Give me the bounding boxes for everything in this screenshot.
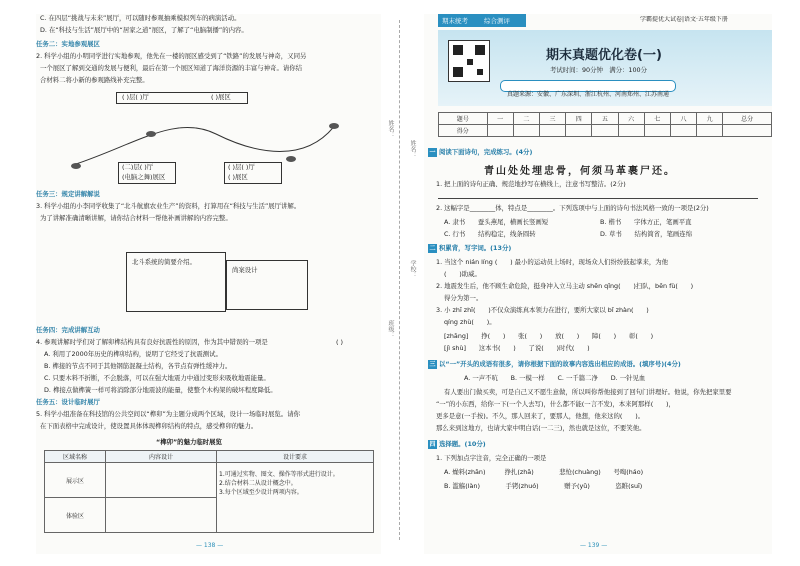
score-cell[interactable] — [618, 125, 644, 137]
copy-line[interactable] — [438, 198, 758, 199]
table-header: 内容设计 — [106, 451, 217, 463]
qr-code-icon — [448, 40, 490, 82]
source-text: 真题来源：安徽、广东深圳、浙江杭州、河南郑州、江苏南通 — [507, 91, 670, 98]
section-3-heading: 三 以“一”开头的成语有很多，请你根据下面的故事内容选出相应的成语。(填序号)(4分) — [429, 360, 681, 368]
q4-option-c: C. 只要木料不折断，不会脱落，可以在强大地震力中通过变形来吸收地震能量。 — [44, 374, 270, 382]
score-header-row — [439, 113, 772, 125]
badge-left: 期末统考 — [442, 17, 468, 25]
score-header-cell: 三 — [539, 113, 565, 125]
s2-jishu-row: [jì shù] 这本书( ) 了说( )时代( ) — [444, 344, 590, 352]
score-header-cell: 四 — [566, 113, 592, 125]
q4-option-b: B. 榫接的节点不同于其他钢筋混凝土结构，各节点有弹性缓冲力。 — [44, 362, 232, 370]
s4-option-a: A. 燥料(zhān) 挣扎(zhā) 悲怆(chuàng) 号啕(háo) — [444, 468, 644, 476]
gutter-name-label-2: 姓名： — [409, 140, 416, 158]
q5-line-2: 在下面表格中完成设计，使设置具体体现榫卯结构的特点，感受榫卯的魅力。 — [40, 422, 258, 430]
task-5-heading: 任务五：设计临时展厅 — [36, 398, 100, 406]
source-pill — [500, 80, 676, 98]
score-header-cell: 八 — [670, 113, 696, 125]
badge-right: 综合测评 — [484, 17, 510, 25]
q2-line-2: 一个展区了解到交通的发展与便利，最后在第一个展区知道了海洋资源的丰富与神奇。请你结 — [40, 64, 303, 72]
cut-line — [399, 20, 400, 540]
route-label-2: ( )展区 — [211, 93, 231, 101]
story-line-4: 那么来到这地方，也请大家中明白话(一二三)，然也就是这位，不要笑他。 — [436, 424, 646, 432]
section-marker: 一 — [429, 149, 436, 156]
table-requirements — [217, 463, 374, 533]
score-cell[interactable] — [539, 125, 565, 137]
right-page — [424, 14, 772, 554]
q4-option-a: A. 利用了2000年历史的榫卯结构，说明了它经受了抗震测试。 — [44, 350, 222, 358]
section-1-heading: 一 阅读下面诗句，完成练习。(4分) — [429, 148, 533, 156]
story-line-2: “一”的小东西，给你一下(一个人去写)，什么都不能(一言不发)，本来阿那样( )， — [436, 400, 675, 408]
exhibit-title: “榫卯”的魅力临时展览 — [156, 438, 222, 446]
title-banner — [438, 30, 772, 106]
score-cell[interactable] — [566, 125, 592, 137]
score-header-cell: 题号 — [439, 113, 488, 125]
s1-option-c: C. 行书 结构稳定，线条圆转 — [444, 230, 536, 238]
score-cell[interactable] — [697, 125, 723, 137]
story-line-1: 有人要出门做买卖，可是自己又不愿生意做，所以叫你帮他接到了回句门讲理好。他说，你先把家里要 — [444, 388, 732, 396]
requirement-1: 1.可通过实物、图文、操作等形式进行设计。 — [219, 471, 339, 478]
s4-option-b: B. 滥觞(làn) 手铐(zhuó) 赠予(yǔ) 恣睢(suī) — [444, 482, 643, 490]
section-2-heading: 二 积累背，写字词。(13分) — [429, 244, 512, 252]
table-row-label: 展示区 — [45, 463, 106, 498]
option-c: C. 在四层“挑战与未来”展厅，可以随时参观抽乘模拟列车的病演活动。 — [40, 14, 241, 22]
s1-option-d: D. 草书 结构简省，笔画连绵 — [600, 230, 693, 238]
score-cell[interactable] — [513, 125, 539, 137]
beidou-label: 北斗系统的简要介绍。 — [132, 258, 196, 266]
route-label-5: ( )层( )厅 — [228, 163, 255, 171]
section-marker: 四 — [429, 441, 436, 448]
section-4-heading: 四 选择题。(10分) — [429, 440, 486, 448]
table-header: 区域名称 — [45, 451, 106, 463]
table-input-cell[interactable] — [106, 463, 217, 498]
score-cell[interactable] — [592, 125, 618, 137]
score-header-cell: 五 — [592, 113, 618, 125]
s2-q3: 3. 小 zhī zhī( )不仅众演练真本领力在进行，要所大家以 bǐ zhàn( ) — [436, 306, 649, 314]
q5-line-1: 5. 科学小组准备在科技馆的公共空间以“榫卯”为主题分成两个区域，设计一场临时展览。请你 — [36, 410, 300, 418]
header-right: 学霸提优大试卷|语文·五年级下册 — [640, 16, 728, 23]
score-row — [439, 125, 772, 137]
score-header-cell: 二 — [513, 113, 539, 125]
task-3-heading: 任务三：规定讲解解说 — [36, 190, 100, 198]
table-input-cell[interactable] — [106, 498, 217, 533]
s1-option-a: A. 隶书 蚕头燕尾，横画长竖画短 — [444, 218, 549, 226]
task-4-heading: 任务四：完成讲解互动 — [36, 326, 100, 334]
route-label-4: (电脑之舞)展区 — [122, 173, 166, 181]
exam-title: 期末真题优化卷(一) — [546, 48, 662, 63]
page-number: — 138 — — [196, 542, 224, 549]
s2-zhang-row: [zhāng] 挣( ) 张( ) 放( ) 障( ) 彰( ) — [444, 332, 654, 340]
q4-stem: 4. 参观讲解时学们对了解卯榫结构具有良好抗震性的原因，作为其中错误的一项是 — [36, 338, 268, 346]
score-header-cell: 九 — [697, 113, 723, 125]
route-label-3: (二)层( )厅 — [122, 163, 154, 171]
score-header-cell: 六 — [618, 113, 644, 125]
score-header-cell: 七 — [644, 113, 670, 125]
q2-line-3: 合材料二将小新的参观路线补充完整。 — [40, 76, 149, 84]
story-line-3: 更多是意(一手按)。不久，那人回来了，要那人，他想，他来这的( )。 — [436, 412, 645, 420]
score-header-cell: 总分 — [723, 113, 772, 125]
q4-answer-paren[interactable]: ( ) — [336, 338, 344, 346]
q2-line-1: 2. 科学小组的小明同学进行实地参观，他先在一楼的展区感受到了“铁路”的发展与神奇，又同另 — [36, 52, 307, 60]
design-label: 尚案设计 — [232, 266, 258, 274]
idiom-options: A. 一声不吭 B. 一模一样 C. 一千篇二净 D. 一针见血 — [464, 374, 646, 382]
score-header-cell: 一 — [487, 113, 513, 125]
table-header: 设计要求 — [217, 451, 374, 463]
s2-q2-cont: 得分为第一。 — [444, 294, 483, 302]
score-cell[interactable] — [670, 125, 696, 137]
requirement-3: 3.每个区域至少设计两项内容。 — [219, 489, 303, 496]
score-table — [438, 112, 772, 137]
page-number: — 139 — — [580, 542, 608, 549]
s2-q3-cont: qíng zhù( )。 — [444, 318, 496, 326]
s1-q2: 2. 这幅字是________体，特点是________。下列选项中与上面的诗句书法风格一致的一项是(2分) — [436, 204, 709, 212]
route-label-1: ( )层( )厅 — [122, 93, 149, 101]
option-d: D. 在“科技与生活”展厅中的“居家之道”展区，了解了“电脑制播”的内容。 — [40, 26, 248, 34]
score-cell[interactable] — [644, 125, 670, 137]
score-row-label: 得分 — [439, 125, 488, 137]
table-row-label: 体验区 — [45, 498, 106, 533]
s2-q1: 1. 当这个 nián líng ( ) 最小的运动员上场时，现场众人们纷纷鼓起掌来，为他 — [436, 258, 669, 266]
gutter-class-label: 班级： — [387, 320, 394, 338]
q3-line-2: 为了讲解准确清晰讲解，请你结合材料一帮他补画讲解的内容完整。 — [40, 214, 232, 222]
gutter-name-label: 姓名： — [387, 120, 394, 138]
q4-option-d: D. 榫接点做榫簧一样可将消除部分地震波的能量，使整个木构架的破坏程度降低。 — [44, 386, 277, 394]
s1-option-b: B. 楷书 字体方正，笔画平直 — [600, 218, 692, 226]
section-marker: 三 — [429, 361, 436, 368]
section-marker: 二 — [429, 245, 436, 252]
s1-q1: 1. 把上面的诗句正确、规范地抄写在横线上，注意书写整洁。(2分) — [436, 180, 626, 188]
requirement-2: 2.结合材料二从设计概念中。 — [219, 480, 297, 487]
s2-q1-cont: ( )助威。 — [444, 270, 481, 278]
header-badge — [438, 14, 526, 27]
score-cell[interactable] — [723, 125, 772, 137]
gutter-school-label: 学校： — [409, 260, 416, 278]
s4-q1: 1. 下列加点字注音，完全正确的一项是 — [436, 454, 547, 462]
score-cell[interactable] — [487, 125, 513, 137]
poem-line: 青山处处埋忠骨，何须马革裹尸还。 — [484, 166, 676, 177]
q3-line-1: 3. 科学小组的小李同学收集了“北斗航旗农业生产”的资料，打算用在“科技与生活”展厅讲解。 — [36, 202, 301, 210]
route-label-6: ( )展区 — [228, 173, 248, 181]
left-page — [36, 14, 381, 554]
route-curve — [56, 104, 356, 184]
s2-q2: 2. 地震发生后，他不顾生命危险，挺身冲入立马主动 shēn qǐng( )扫队，bēn fù( ) — [436, 282, 694, 290]
task-2-heading: 任务二：实地参观展区 — [36, 40, 100, 48]
exhibit-table — [44, 450, 374, 533]
exam-meta: 考试时间：90分钟 满分：100分 — [550, 66, 648, 74]
